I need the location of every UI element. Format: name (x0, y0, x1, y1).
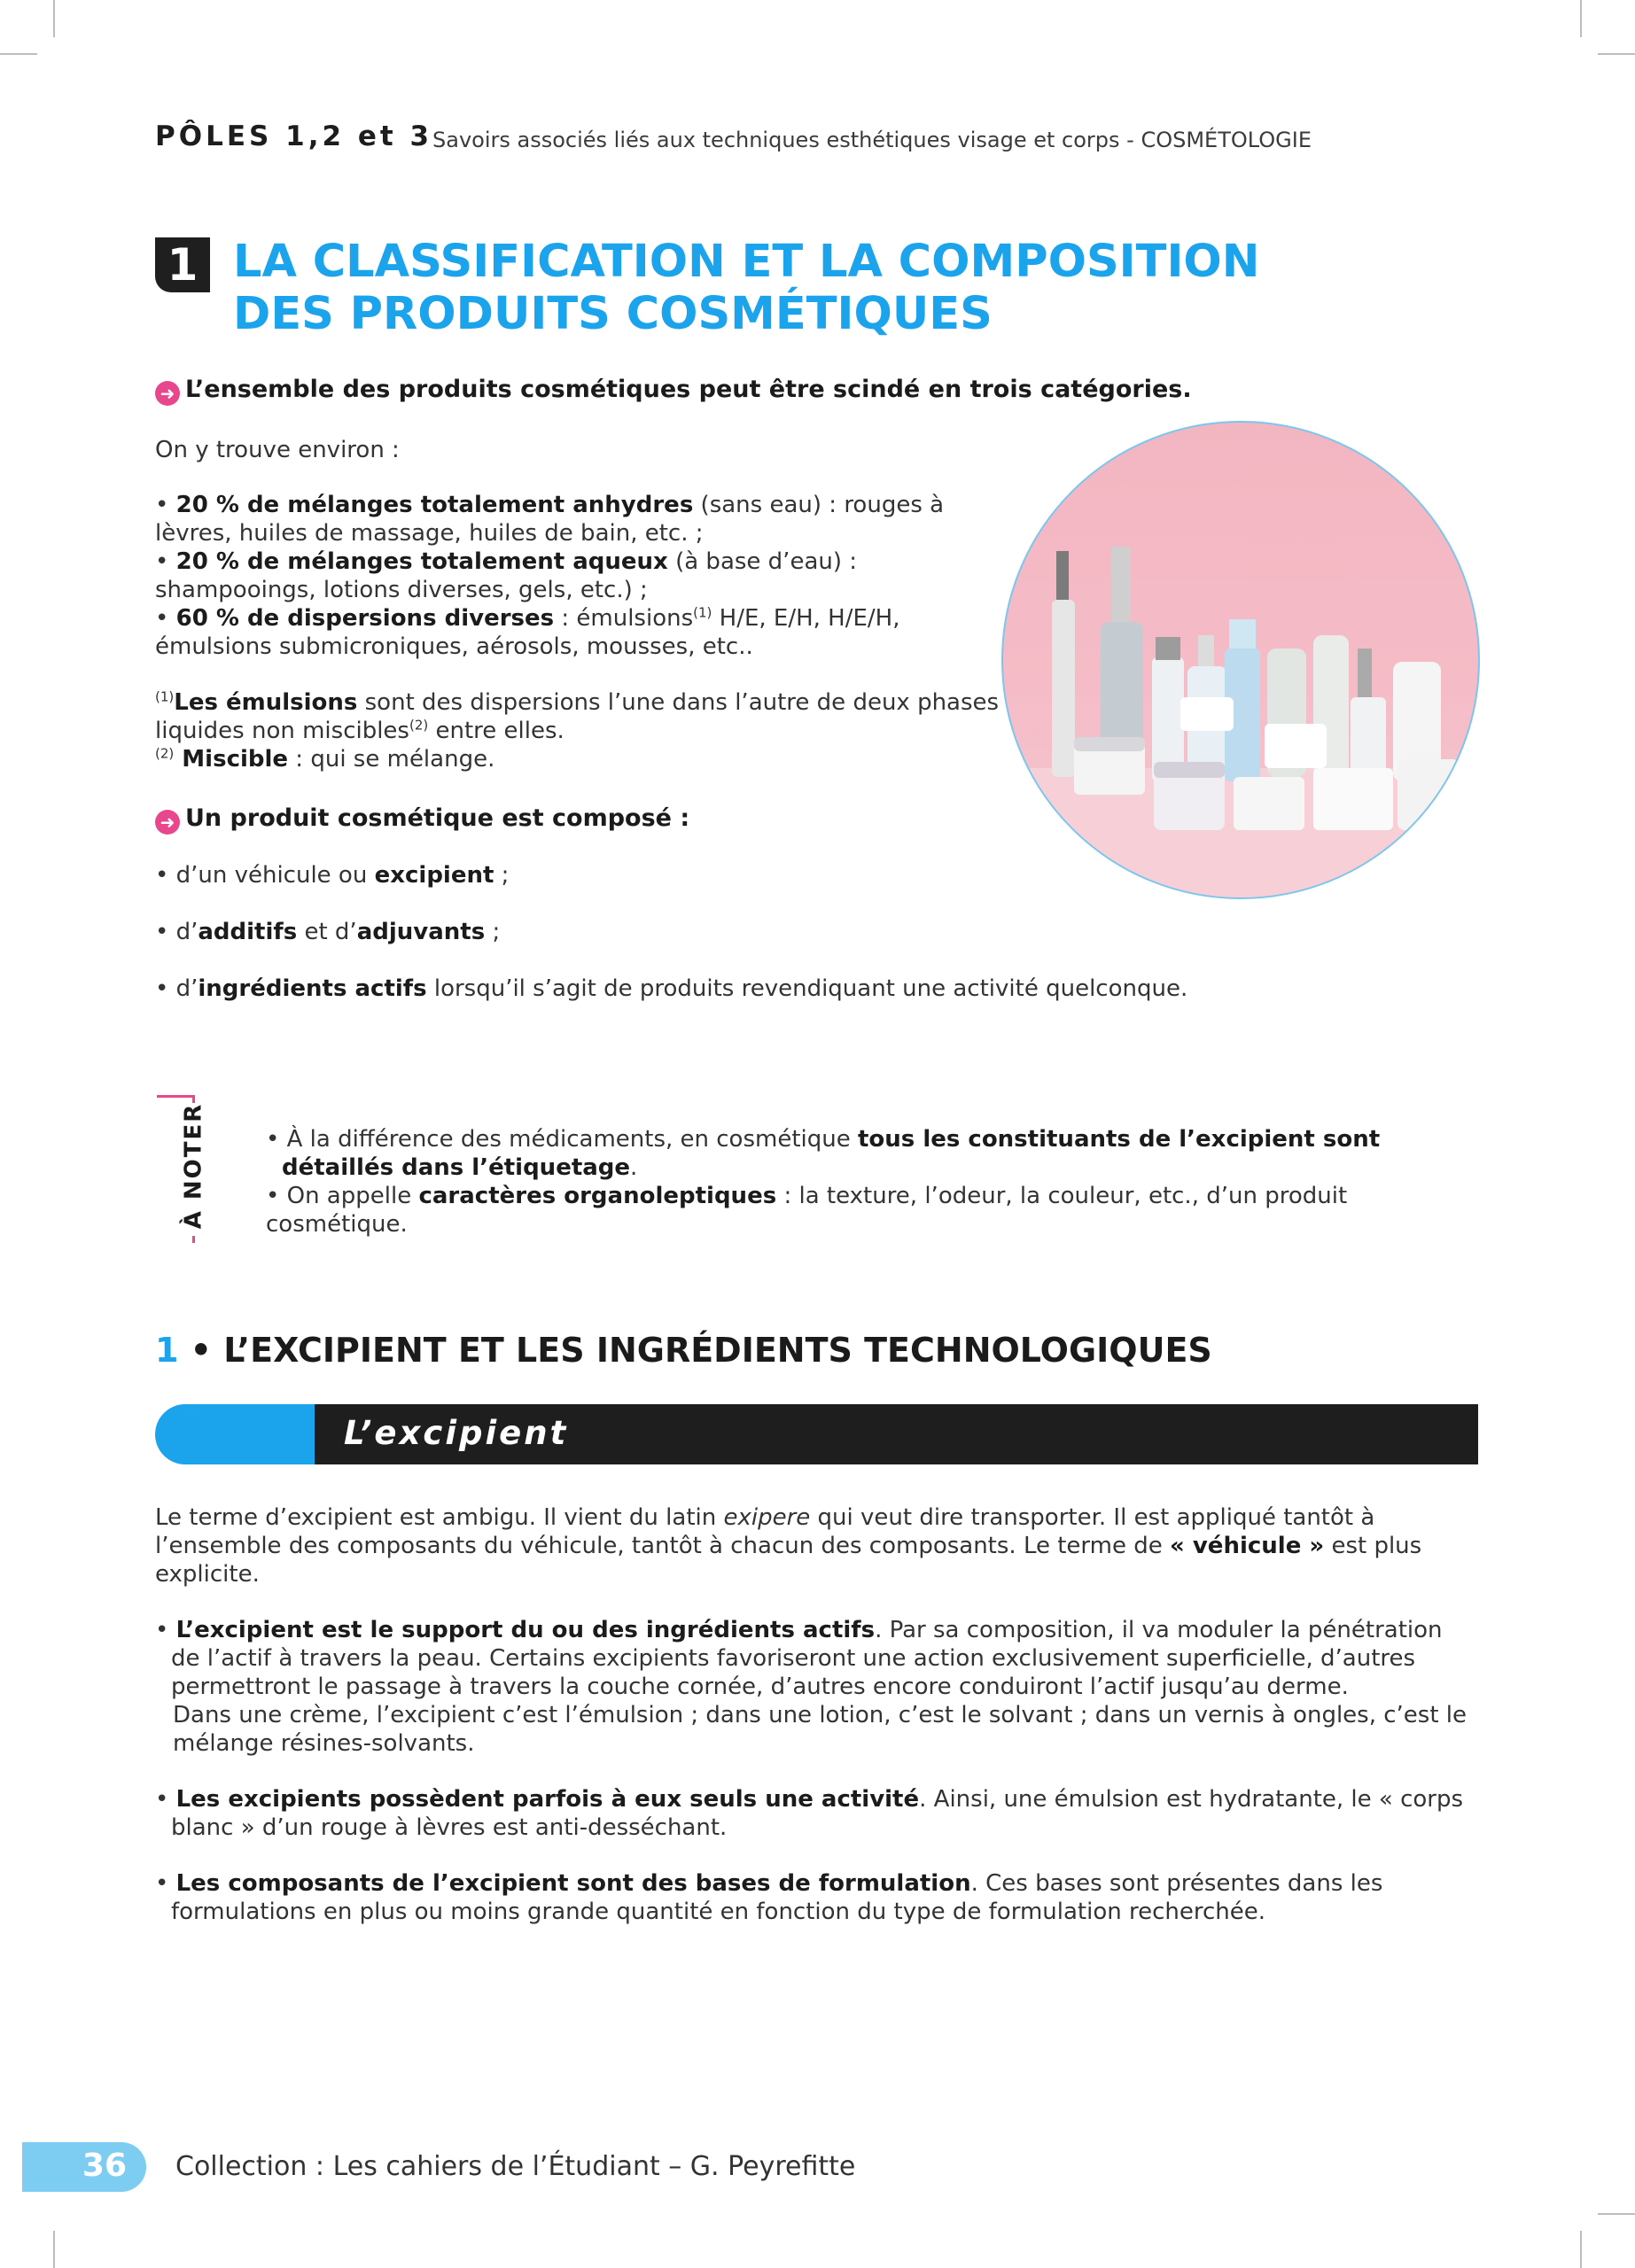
para-bold: « véhicule » (1170, 1533, 1325, 1559)
note-item (266, 1125, 1480, 1182)
composition-lead (155, 804, 689, 835)
category-item: • 20 % de mélanges totalement anhydres (sans eau) : rouges à lèvres, huiles de massage, huiles de bain, etc. ; (155, 492, 945, 547)
page-number-tab (22, 2142, 146, 2192)
footnote-2 (155, 745, 1001, 773)
item-text: ; (485, 919, 501, 945)
crop-mark (1580, 2231, 1582, 2268)
para-text: est plus explicite. (155, 1533, 1422, 1588)
note-content (266, 1125, 1480, 1239)
running-header-poles: PÔLES 1,2 et 3 (155, 120, 433, 152)
category-text: (à base d’eau) : shampooings, lotions diverses, gels, etc.) ; (155, 548, 858, 603)
paragraph-intro (155, 1503, 1478, 1588)
bullet-3: • Les composants de l’excipient sont des bases de formulation. Ces bases sont présentes dans les formulations en plus ou moins grande quantité en fonction du type de formulation recherchée. (155, 1870, 1383, 1925)
bullet-bold: Les composants de l’excipient sont des bases de formulation (175, 1870, 971, 1897)
item-text: • d’ (155, 919, 199, 945)
footnote-text: entre elles. (428, 718, 564, 744)
crop-mark (53, 2231, 55, 2268)
category-text: (sans eau) : rouges à lèvres, huiles de massage, huiles de bain, etc. ; (155, 492, 945, 547)
category-item: • 60 % de dispersions diverses : émulsions$^{(1)}$ H/E, E/H, H/E/H, émulsions submicroniques, aérosols, mousses, etc.. (155, 604, 900, 660)
crop-mark (1598, 53, 1635, 55)
item-text: lorsqu’il s’agit de produits revendiquant une activité quelconque. (426, 975, 1188, 1002)
footnote-text: sont des dispersions l’une dans l’autre de deux phases liquides non miscibles (155, 689, 1000, 744)
item-bold: additifs (198, 919, 298, 945)
bullet-bold: Les excipients possèdent parfois à eux seuls une activité (175, 1786, 920, 1813)
composition-item (155, 861, 509, 889)
crop-mark (53, 0, 55, 37)
note-text: • À la différence des médicaments, en cosmétique (266, 1126, 858, 1153)
on-trouve-text: On y trouve environ : (155, 437, 400, 463)
category-text: H/E, E/H, H/E/H, émulsions submicroniques, aérosols, mousses, etc.. (155, 605, 900, 660)
item-text: ; (494, 862, 510, 889)
bullet-text: . Ces bases sont présentes dans les formulations en plus ou moins grande quantité en fonction du type de formulation recherchée. (171, 1870, 1383, 1925)
intro-lead-text: L’ensemble des produits cosmétiques peut être scindé en trois catégories. (185, 376, 1192, 403)
note-text: : la texture, l’odeur, la couleur, etc., d’un produit cosmétique. (266, 1183, 1348, 1238)
crop-mark (0, 53, 37, 55)
para-text: qui veut dire transporter. Il est appliqué tantôt à l’ensemble des composants du véhicule, tantôt à chacun des composants. Le terme de (155, 1504, 1375, 1559)
bullet-text: . Par sa composition, il va moduler la pénétration de l’actif à travers la peau. Certains excipients favoriseront une action exclusivement superficielle, d’autres permettront le passage à travers la couche cornée, d’autres encore conduiront l’actif jusqu’au derme. (171, 1617, 1443, 1700)
cosmetic-bottles-illustration (1003, 423, 1480, 899)
footnote-marker: (2) (155, 745, 175, 762)
footnote-1 (155, 688, 1001, 745)
footnotes (155, 688, 1001, 773)
category-text: : émulsions (554, 605, 694, 632)
footnote-text: : qui se mélange. (288, 746, 495, 773)
intro-lead (155, 376, 1192, 406)
item-text: • d’un véhicule ou (155, 862, 375, 889)
bullet-1: • L’excipient est le support du ou des ingrédients actifs. Par sa composition, il va moduler la pénétration de l’actif à travers la peau. Certains excipients favoriseront une action exclusivement superficielle, d’autres permettront le passage à travers la couche cornée, d’autres encore conduiront l’actif jusqu’au derme. (155, 1617, 1443, 1700)
footnote-term: Miscible (174, 746, 289, 773)
category-bold: 20 % de mélanges totalement anhydres (175, 492, 694, 518)
note-bold: tous les constituants de l’excipient sont détaillés dans l’étiquetage (282, 1126, 1381, 1181)
page-number: 36 (82, 2148, 127, 2184)
subsection-number: 1 (155, 1331, 179, 1370)
item-text: • d’ (155, 975, 199, 1002)
item-text: et d’ (297, 919, 357, 945)
footnote-ref: (2) (409, 717, 429, 734)
category-bold: 60 % de dispersions diverses (175, 605, 555, 632)
footnote-marker: (1) (155, 688, 175, 705)
bullet-2: • Les excipients possèdent parfois à eux seuls une activité. Ainsi, une émulsion est hydratante, le « corps blanc » d’un rouge à lèvres est anti-desséchant. (155, 1786, 1464, 1841)
para-italic: exipere (723, 1504, 811, 1531)
section-number: 1 (155, 237, 210, 292)
section-title-line1: LA CLASSIFICATION ET LA COMPOSITION (233, 236, 1260, 288)
section-title-line2: DES PRODUITS COSMÉTIQUES (233, 288, 993, 340)
note-label (176, 1103, 206, 1236)
note-text: . (630, 1154, 638, 1181)
note-label-text: À NOTER (180, 1102, 207, 1230)
composition-lead-text: Un produit cosmétique est composé : (185, 804, 690, 832)
footnote-ref: (1) (693, 604, 712, 621)
subsection-title: • L’EXCIPIENT ET LES INGRÉDIENTS TECHNOLOGIQUES (178, 1331, 1212, 1370)
item-bold: adjuvants (356, 919, 486, 945)
subsection-heading (155, 1331, 1212, 1370)
para-text: Le terme d’excipient est ambigu. Il vient du latin (155, 1504, 724, 1531)
crop-mark (1598, 2213, 1635, 2215)
note-item (266, 1182, 1480, 1239)
category-bold: 20 % de mélanges totalement aqueux (175, 548, 668, 575)
composition-item (155, 918, 500, 946)
band-title: L’excipient (344, 1414, 569, 1452)
category-item: • 20 % de mélanges totalement aqueux (à base d’eau) : shampooings, lotions diverses, gels, etc.) ; (155, 548, 858, 603)
item-bold: ingrédients actifs (198, 975, 427, 1002)
crop-mark (1580, 0, 1582, 37)
section-title (233, 236, 1296, 340)
arrow-right-icon: ➜ (155, 381, 180, 406)
footer-collection: Collection : Les cahiers de l’Étudiant – G. Peyrefitte (175, 2151, 856, 2182)
arrow-right-icon: ➜ (155, 810, 180, 835)
note-bold: caractères organoleptiques (418, 1183, 777, 1209)
categories-list (155, 491, 1001, 661)
bullet-text: . Ainsi, une émulsion est hydratante, le « corps blanc » d’un rouge à lèvres est anti-desséchant. (171, 1786, 1464, 1841)
footnote-term: Les émulsions (174, 689, 358, 716)
composition-item (155, 975, 1187, 1003)
bullet-1-continuation: Dans une crème, l’excipient c’est l’émulsion ; dans une lotion, c’est le solvant ; dans un vernis à ongles, c’est le mélange résines-solvants. (173, 1702, 1468, 1757)
bullet-bold: L’excipient est le support du ou des ingrédients actifs (175, 1617, 876, 1643)
cosmetics-photo (1001, 421, 1480, 899)
note-text: • On appelle (266, 1183, 419, 1209)
item-bold: excipient (374, 862, 494, 889)
running-header-subtitle: Savoirs associés liés aux techniques esthétiques visage et corps - COSMÉTOLOGIE (432, 128, 1312, 152)
